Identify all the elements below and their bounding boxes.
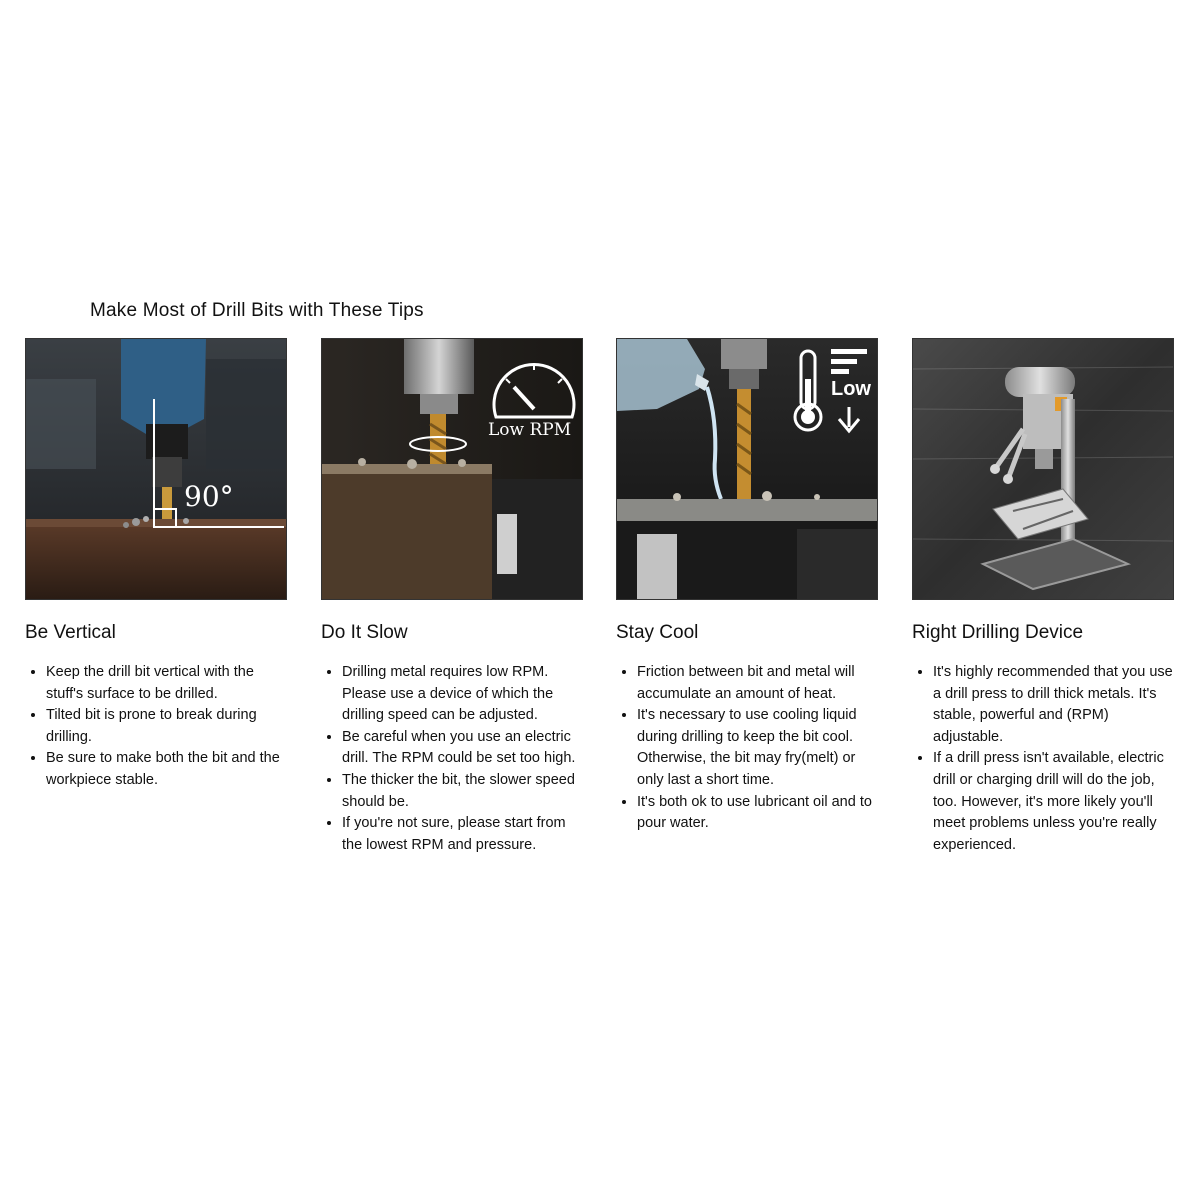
list-item: • The thicker the bit, the slower speed should be.	[342, 770, 583, 813]
low-rpm-illustration	[322, 339, 582, 599]
stay-cool-photo	[616, 338, 878, 600]
low-rpm-photo	[321, 338, 583, 600]
tip-title: Stay Cool	[616, 622, 699, 643]
tip-card-stay-cool	[616, 338, 878, 835]
list-item: • Keep the drill bit vertical with the stuff's surface to be drilled.	[46, 662, 287, 705]
tip-card-do-it-slow	[321, 338, 583, 856]
list-item: • It's highly recommended that you use a drill press to drill thick metals. It's stable, powerful and (RPM) adjustable.	[933, 662, 1174, 748]
list-item: • Friction between bit and metal will accumulate an amount of heat.	[637, 662, 878, 705]
list-item: • Be sure to make both the bit and the workpiece stable.	[46, 748, 287, 791]
list-item: • It's both ok to use lubricant oil and to pour water.	[637, 792, 878, 835]
tip-card-right-drilling-device	[912, 338, 1174, 856]
list-item: • If you're not sure, please start from the lowest RPM and pressure.	[342, 813, 583, 856]
angle-label: 90°	[184, 480, 234, 513]
tip-card-be-vertical	[25, 338, 287, 792]
tip-bullet-list	[321, 662, 583, 856]
vertical-drill-illustration	[26, 339, 286, 599]
drill-press-photo	[912, 338, 1174, 600]
list-item: • It's necessary to use cooling liquid during drilling to keep the bit cool. Otherwise, the bit may fry(melt) or only last a short time.	[637, 705, 878, 791]
list-item: • Tilted bit is prone to break during drilling.	[46, 705, 287, 748]
tip-title: Do It Slow	[321, 622, 408, 643]
tip-bullet-list	[912, 662, 1174, 856]
list-item: • Be careful when you use an electric drill. The RPM could be set too high.	[342, 727, 583, 770]
tip-bullet-list	[616, 662, 878, 835]
tip-title: Be Vertical	[25, 622, 116, 643]
drill-press-illustration	[913, 339, 1173, 599]
tip-bullet-list	[25, 662, 287, 792]
list-item: • Drilling metal requires low RPM. Please use a device of which the drilling speed can be adjusted.	[342, 662, 583, 727]
page-title: Make Most of Drill Bits with These Tips	[90, 300, 424, 321]
low-rpm-label: Low RPM	[488, 420, 572, 440]
tip-title: Right Drilling Device	[912, 622, 1084, 643]
stay-cool-illustration	[617, 339, 877, 599]
low-temp-label: Low	[831, 378, 871, 400]
vertical-drill-photo	[25, 338, 287, 600]
list-item: • If a drill press isn't available, electric drill or charging drill will do the job, too. However, it's more likely you'll meet problems unless you're really experienced.	[933, 748, 1174, 856]
